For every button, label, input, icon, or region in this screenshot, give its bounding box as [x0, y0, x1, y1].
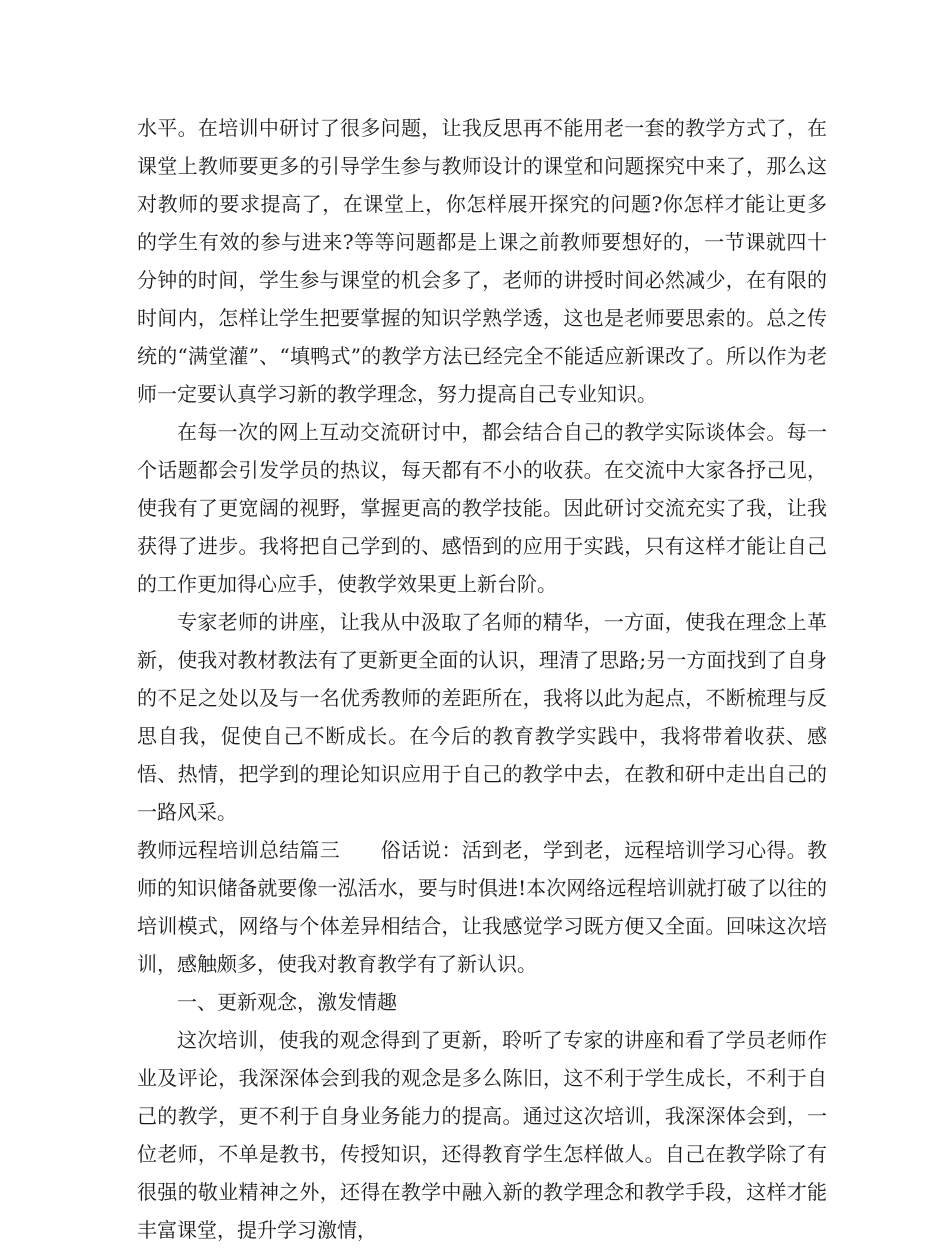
paragraph-5: 这次培训，使我的观念得到了更新，聆听了专家的讲座和看了学员老师作业及评论，我深深体会到我的观念是多么陈旧，这不利于学生成长，不利于自己的教学，更不利于自身业务能力的提高。通过这次培训，我深深体会到，一位老师，不单是教书，传授知识，还得教育学生怎样做人。自己在教学除了有很强的敬业精神之外，还得在教学中融入新的教学理念和教学手段，这样才能丰富课堂，提升学习激情， — [137, 1028, 827, 1242]
paragraph-2: 在每一次的网上互动交流研讨中，都会结合自己的教学实际谈体会。每一个话题都会引发学员的热议，每天都有不小的收获。在交流中大家各抒己见，使我有了更宽阔的视野，掌握更高的教学技能。因此研讨交流充实了我，让我获得了进步。我将把自己学到的、感悟到的应用于实践，只有这样才能让自己的工作更加得心应手，使教学效果更上新台阶。 — [137, 420, 827, 596]
paragraph-section-three: 教师远程培训总结篇三 俗话说：活到老，学到老，远程培训学习心得。教师的知识储备就要像一泓活水，要与时俱进!本次网络远程培训就打破了以往的培训模式，网络与个体差异相结合，让我感觉学习既方便又全面。回味这次培训，感触颇多，使我对教育教学有了新认识。 — [137, 838, 827, 976]
document-body — [137, 109, 827, 1249]
paragraph-3: 专家老师的讲座，让我从中汲取了名师的精华，一方面，使我在理念上革新，使我对教材教法有了更新更全面的认识，理清了思路;另一方面找到了自身的不足之处以及与一名优秀教师的差距所在，我将以此为起点，不断梳理与反思自我，促使自己不断成长。在今后的教育教学实践中，我将带着收获、感悟、热情，把学到的理论知识应用于自己的教学中去，在教和研中走出自己的一路风采。 — [137, 610, 827, 824]
paragraph-1: 水平。在培训中研讨了很多问题，让我反思再不能用老一套的教学方式了，在课堂上教师要更多的引导学生参与教师设计的课堂和问题探究中来了，那么这对教师的要求提高了，在课堂上，你怎样展开探究的问题?你怎样才能让更多的学生有效的参与进来?等等问题都是上课之前教师要想好的，一节课就四十分钟的时间，学生参与课堂的机会多了，老师的讲授时间必然减少，在有限的时间内，怎样让学生把要掌握的知识学熟学透，这也是老师要思索的。总之传统的“满堂灌”、“填鸭式”的教学方法已经完全不能适应新课改了。所以作为老师一定要认真学习新的教学理念，努力提高自己专业知识。 — [137, 116, 827, 406]
section-heading: 一、更新观念，激发情趣 — [177, 990, 397, 1014]
